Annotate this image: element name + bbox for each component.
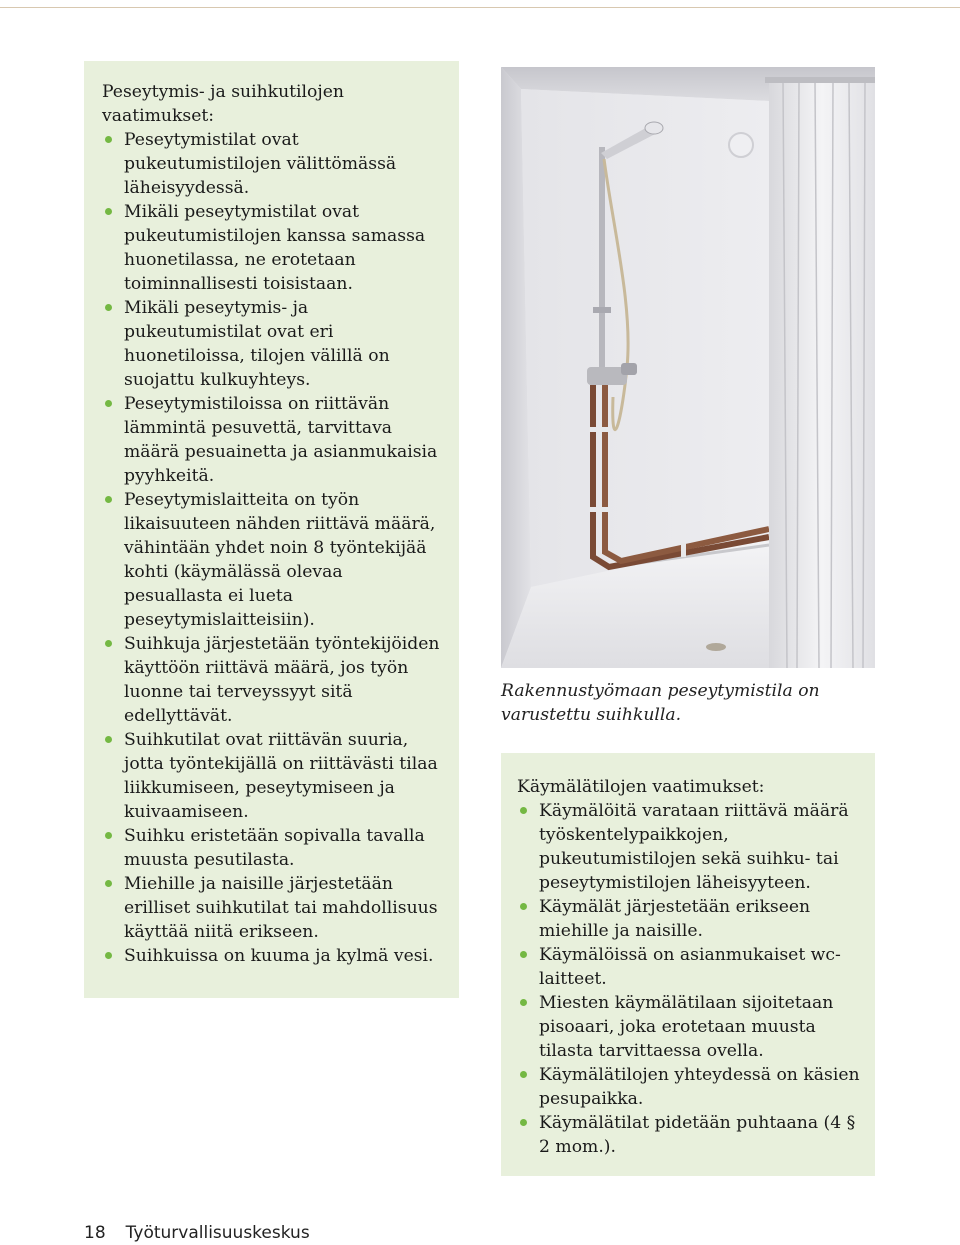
publisher-name: Työturvallisuuskeskus (125, 1223, 310, 1243)
list-item-text: Mikäli peseytymis- ja pukeutumistilat ovat eri huonetiloissa, tilojen välillä on suojattu kulkuyhteys. (124, 298, 390, 390)
page-footer (84, 1221, 310, 1245)
bullet-icon (520, 951, 527, 958)
bullet-icon (520, 807, 527, 814)
top-rule (0, 0, 960, 8)
list-item (517, 943, 863, 991)
shower-room-photo (501, 67, 875, 668)
list-item (102, 392, 443, 488)
toilet-requirements-box (501, 753, 875, 1176)
list-item-text: Miehille ja naisille järjestetään erilliset suihkutilat tai mahdollisuus käyttää niitä erikseen. (124, 874, 438, 942)
bullet-icon (105, 208, 112, 215)
list-item (517, 991, 863, 1063)
list-item-text: Käymälätilojen yhteydessä on käsien pesupaikka. (539, 1065, 860, 1109)
page-number: 18 (84, 1223, 106, 1243)
bullet-icon (105, 640, 112, 647)
shower-requirements-list (102, 128, 443, 968)
bullet-icon (520, 1071, 527, 1078)
list-item-text: Käymälätilat pidetään puhtaana (4 § 2 mom.). (539, 1113, 856, 1157)
list-item (102, 632, 443, 728)
shower-requirements-box (84, 61, 459, 998)
list-item-text: Käymälöissä on asianmukaiset wc-laitteet. (539, 945, 841, 989)
bullet-icon (105, 736, 112, 743)
photo-caption: Rakennustyömaan peseytymistila on varustettu suihkulla. (501, 681, 820, 725)
list-item-text: Suihkuissa on kuuma ja kylmä vesi. (124, 946, 434, 966)
list-item (517, 799, 863, 895)
list-item-text: Peseytymistiloissa on riittävän lämmintä pesuvettä, tarvittava määrä pesuainetta ja asianmukaisia pyyhkeitä. (124, 394, 438, 486)
list-item (102, 296, 443, 392)
list-item (102, 872, 443, 944)
bullet-icon (520, 903, 527, 910)
list-item-text: Suihkuja järjestetään työntekijöiden käyttöön riittävä määrä, jos työn luonne tai terveyssyyt sitä edellyttävät. (124, 634, 440, 726)
list-item-text: Suihku eristetään sopivalla tavalla muusta pesutilasta. (124, 826, 425, 870)
bullet-icon (520, 999, 527, 1006)
toilet-requirements-list (517, 799, 863, 1159)
list-item-text: Käymälät järjestetään erikseen miehille ja naisille. (539, 897, 811, 941)
list-item (102, 488, 443, 632)
bullet-icon (105, 304, 112, 311)
bullet-icon (105, 136, 112, 143)
list-item (102, 128, 443, 200)
list-item (102, 200, 443, 296)
list-item (517, 895, 863, 943)
list-item (517, 1063, 863, 1111)
toilet-requirements-title: Käymälätilojen vaatimukset: (517, 777, 765, 797)
bullet-icon (105, 952, 112, 959)
list-item-text: Käymälöitä varataan riittävä määrä työskentelypaikkojen, pukeutumistilojen sekä suihku- tai peseytymistilojen läheisyyteen. (539, 801, 849, 893)
list-item-text: Peseytymislaitteita on työn likaisuuteen nähden riittävä määrä, vähintään yhdet noin 8 työntekijää kohti (käymälässä olevaa pesuallasta ei lueta peseytymislaitteisiin). (124, 490, 436, 630)
shower-requirements-title: Peseytymis- ja suihkutilojen vaatimukset: (102, 82, 344, 126)
list-item-text: Peseytymistilat ovat pukeutumistilojen välittömässä läheisyydessä. (124, 130, 397, 198)
list-item-text: Mikäli peseytymistilat ovat pukeutumistilojen kanssa samassa huonetilassa, ne erotetaan toiminnallisesti toisistaan. (124, 202, 426, 294)
list-item (517, 1111, 863, 1159)
bullet-icon (105, 832, 112, 839)
shower-room-illustration (501, 67, 875, 668)
list-item-text: Miesten käymälätilaan sijoitetaan pisoaari, joka erotetaan muusta tilasta tarvittaessa ovella. (539, 993, 834, 1061)
bullet-icon (105, 880, 112, 887)
list-item (102, 944, 443, 968)
bullet-icon (105, 496, 112, 503)
list-item (102, 824, 443, 872)
bullet-icon (520, 1119, 527, 1126)
bullet-icon (105, 400, 112, 407)
list-item-text: Suihkutilat ovat riittävän suuria, jotta työntekijällä on riittävästi tilaa liikkumiseen, peseytymiseen ja kuivaamiseen. (124, 730, 438, 822)
list-item (102, 728, 443, 824)
